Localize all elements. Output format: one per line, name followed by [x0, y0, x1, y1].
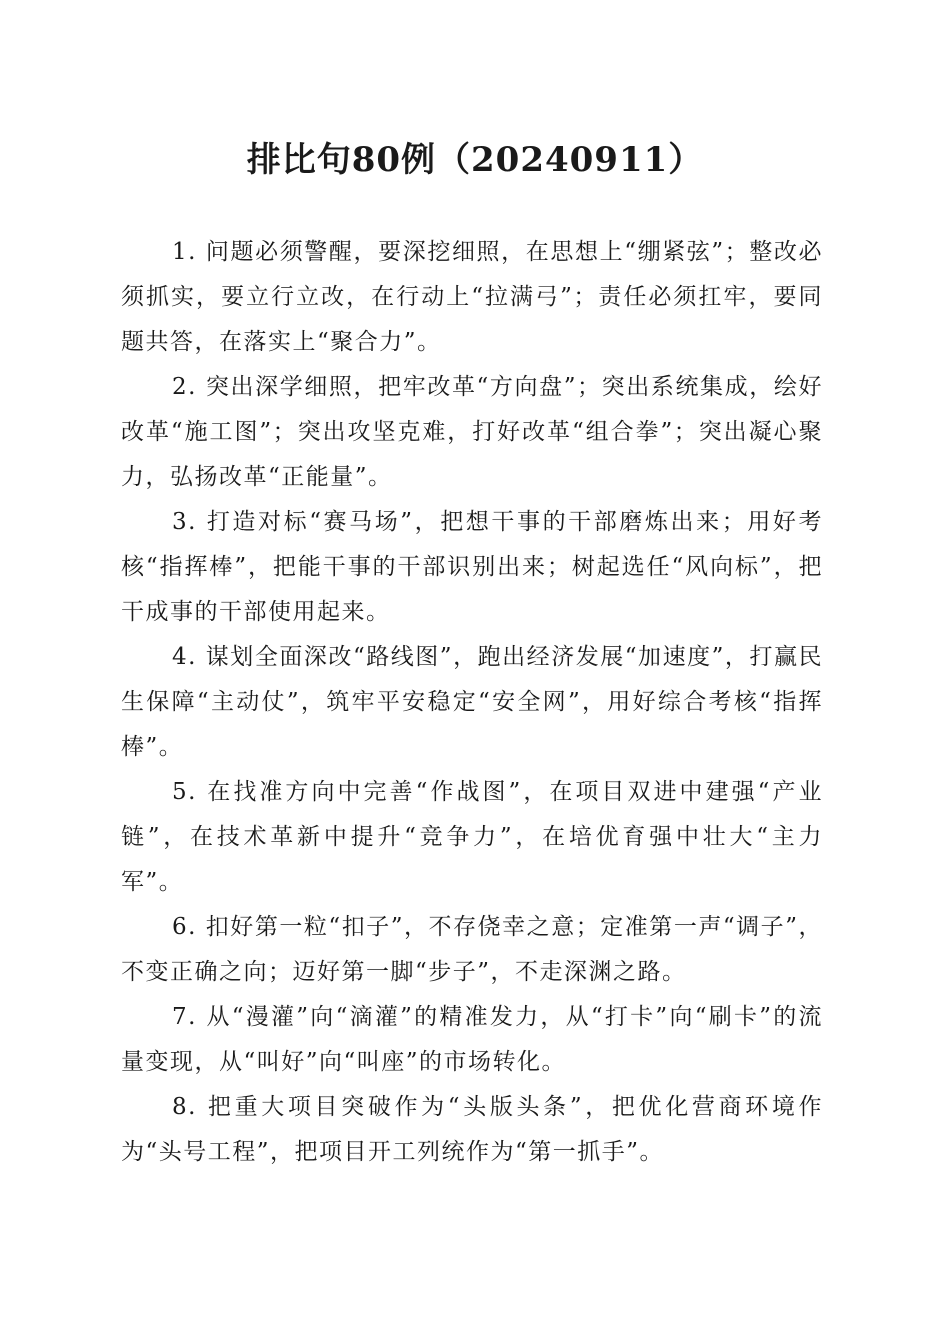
document-body	[121, 230, 823, 1175]
paragraph-4: 4. 谋划全面深改“路线图”，跑出经济发展“加速度”，打赢民生保障“主动仗”，筑牢平安稳定“安全网”，用好综合考核“指挥棒”。	[121, 644, 823, 760]
paragraph-8: 8. 把重大项目突破作为“头版头条”，把优化营商环境作为“头号工程”，把项目开工列统作为“第一抓手”。	[121, 1094, 823, 1165]
paragraph-5: 5. 在找准方向中完善“作战图”，在项目双进中建强“产业链”，在技术革新中提升“竞争力”，在培优育强中壮大“主力军”。	[121, 779, 823, 895]
paragraph-1: 1. 问题必须警醒，要深挖细照，在思想上“绷紧弦”；整改必须抓实，要立行立改，在行动上“拉满弓”；责任必须扛牢，要同题共答，在落实上“聚合力”。	[121, 239, 823, 355]
document-title: 排比句80例（20240911）	[246, 140, 704, 180]
paragraph-3: 3. 打造对标“赛马场”，把想干事的干部磨炼出来；用好考核“指挥棒”，把能干事的干部识别出来；树起选任“风向标”，把干成事的干部使用起来。	[121, 509, 823, 625]
paragraph-2: 2. 突出深学细照，把牢改革“方向盘”；突出系统集成，绘好改革“施工图”；突出攻坚克难，打好改革“组合拳”；突出凝心聚力，弘扬改革“正能量”。	[121, 374, 823, 490]
paragraph-7: 7. 从“漫灌”向“滴灌”的精准发力，从“打卡”向“刷卡”的流量变现，从“叫好”向“叫座”的市场转化。	[121, 1004, 823, 1075]
paragraph-6: 6. 扣好第一粒“扣子”，不存侥幸之意；定准第一声“调子”，不变正确之向；迈好第一脚“步子”，不走深渊之路。	[121, 914, 823, 985]
